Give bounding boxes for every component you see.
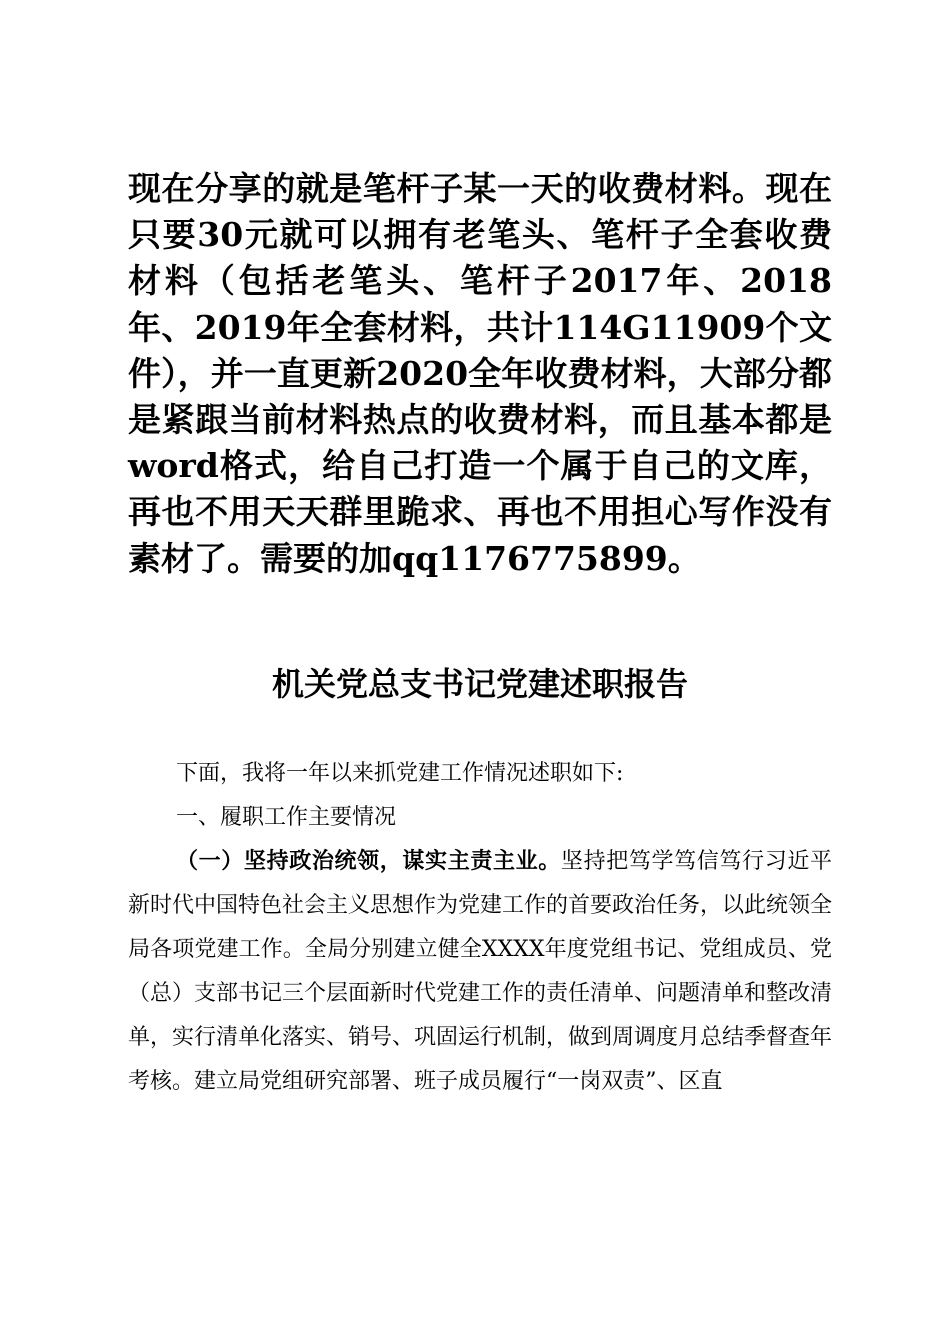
paragraph-text: 坚持把笃学笃信笃行习近平新时代中国特色社会主义思想作为党建工作的首要政治任务，以此统领全局各项党建工作。全局分别建立健全XXXX年度党组书记、党组成员、党（总）支部书记三个层面新时代党建工作的责任清单、问题清单和整改清单，实行清单化落实、销号、巩固运行机制，做到周调度月总结季督查年考核。建立局党组研究部署、班子成员履行“一岗双责”、区直 — [128, 849, 833, 1094]
intro-paragraph: 下面，我将一年以来抓党建工作情况述职如下: — [176, 761, 624, 786]
document-body — [128, 752, 832, 1104]
body-paragraph — [128, 840, 832, 1104]
section-heading: 一、履职工作主要情况 — [176, 805, 397, 830]
promo-paragraph: 现在分享的就是笔杆子某一天的收费材料。现在只要30元就可以拥有老笔头、笔杆子全套收费材料（包括老笔头、笔杆子2017年、2018年、2019年全套材料，共计114G11909个文件），并一直更新2020全年收费材料，大部分都是紧跟当前材料热点的收费材料，而且基本都是word格式，给自己打造一个属于自己的文库，再也不用天天群里跪求、再也不用担心写作没有素材了。需要的加qq1176775899。 — [128, 169, 832, 578]
document-title: 机关党总支书记党建述职报告 — [271, 665, 688, 703]
paragraph-lead: （一）坚持政治统领，谋实主责主业。 — [176, 849, 561, 874]
